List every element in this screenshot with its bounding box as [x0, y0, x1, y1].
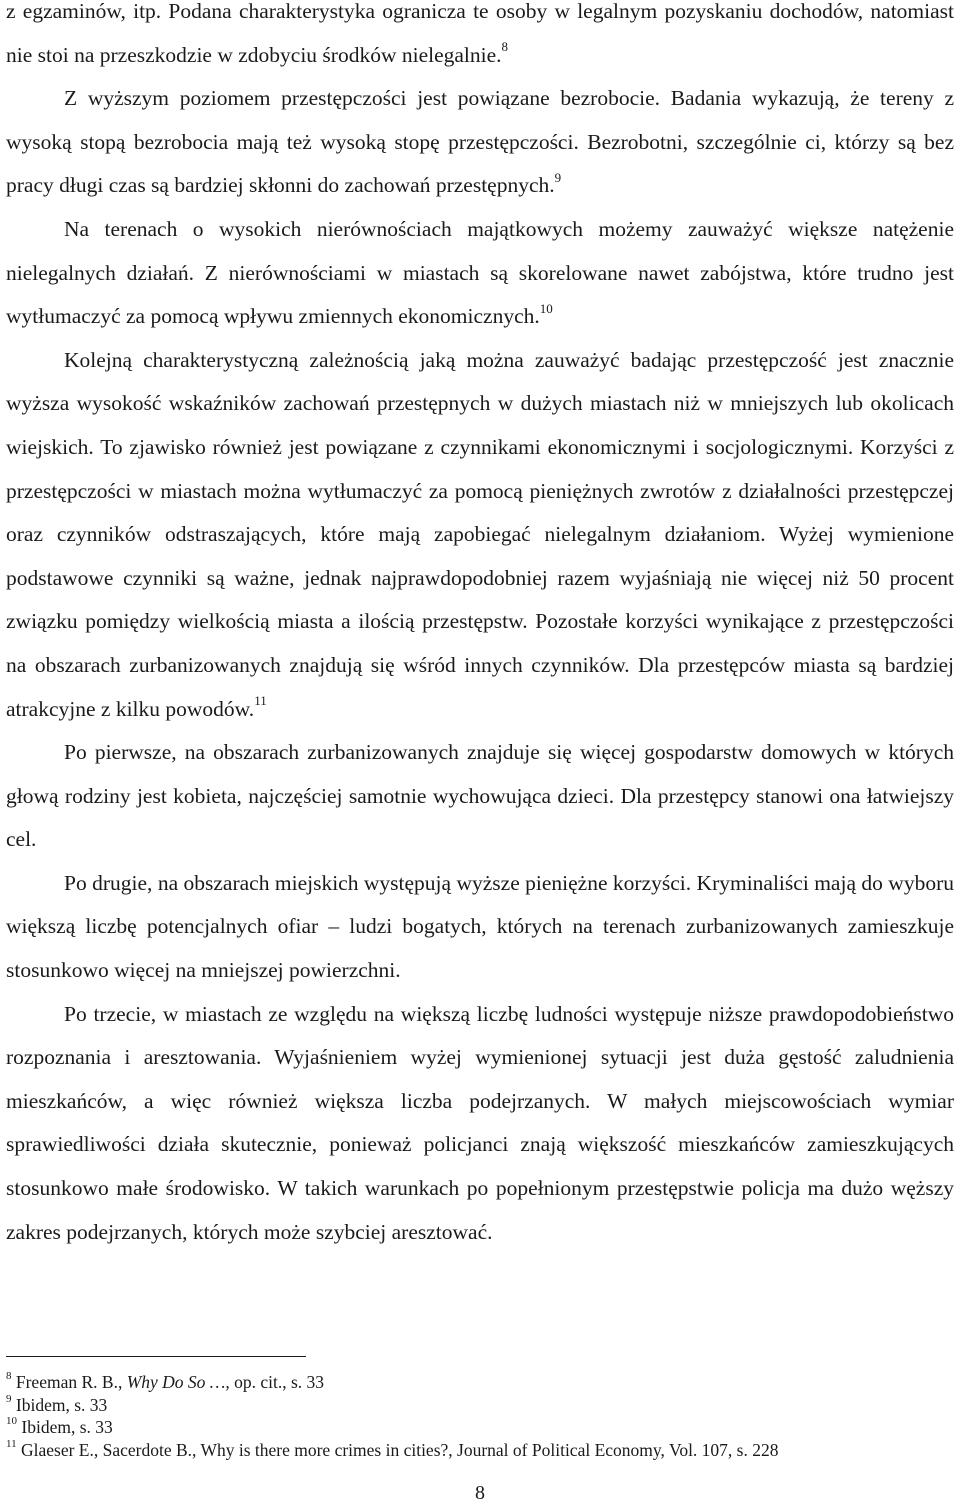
- footnote: [6, 1394, 956, 1417]
- footnote-ref-10: 10: [539, 301, 553, 316]
- paragraph-text: z egzaminów, itp. Podana charakterystyka ogranicza te osoby w legalnym pozyskaniu dochodów, natomiast nie stoi na przeszkodzie w zdobyciu środków nielegalnie.: [6, 0, 954, 67]
- paragraph-text: Na terenach o wysokich nierównościach majątkowych możemy zauważyć większe natężenie nielegalnych działań. Z nierównościami w miastach są skorelowane nawet zabójstwa, które trudno jest wytłumaczyć za pomocą wpływu zmiennych ekonomicznych.: [6, 216, 954, 329]
- footnotes: [6, 1371, 956, 1461]
- footnote-number: 8: [6, 1370, 12, 1383]
- page-number: 8: [475, 1482, 485, 1504]
- footnote-separator: [6, 1356, 306, 1357]
- footnote-text: Ibidem, s. 33: [15, 1394, 108, 1415]
- footnote-text: Ibidem, s. 33: [21, 1417, 113, 1437]
- paragraph-text: Kolejną charakterystyczną zależnością jaką można zauważyć badając przestępczość jest znacznie wyższa wysokość wskaźników zachowań przestępnych w dużych miastach niż w mniejszych lub okolicach wiejskich. To zjawisko również jest powiązane z czynnikami ekonomicznymi i socjologicznymi. Korzyści z przestępczości w miastach można wytłumaczyć za pomocą pieniężnych zwrotów z działalności przestępczej oraz czynników odstraszających, które mają zapobiegać nielegalnym działaniom. Wyżej wymienione podstawowe czynniki są ważne, jednak najprawdopodobniej razem wyjaśniają nie więcej niż 50 procent związku pomiędzy wielkością miasta a ilością przestępstw. Pozostałe korzyści wynikające z przestępczości na obszarach zurbanizowanych znajdują się wśród innych czynników. Dla przestępców miasta są bardziej atrakcyjne z kilku powodów.: [6, 347, 954, 721]
- paragraph: Po pierwsze, na obszarach zurbanizowanych znajduje się więcej gospodarstw domowych w których głową rodziny jest kobieta, najczęściej samotnie wychowująca dzieci. Dla przestępcy stanowi ona łatwiejszy cel.: [6, 740, 954, 852]
- body-text: [6, 0, 954, 1254]
- paragraph: Po trzecie, w miastach ze względu na większą liczbę ludności występuje niższe prawdopodobieństwo rozpoznania i aresztowania. Wyjaśnieniem wyżej wymienionej sytuacji jest duża gęstość zaludnienia mieszkańców, a więc również większa liczba podejrzanych. W małych miejscowościach wymiar sprawiedliwości działa skutecznie, ponieważ policjanci znają większość mieszkańców zamieszkujących stosunkowo małe środowisko. W takich warunkach po popełnionym przestępstwie policja ma dużo węższy zakres podejrzanych, których może szybciej aresztować.: [6, 1001, 954, 1244]
- footnote-number: 10: [6, 1415, 17, 1428]
- paragraph: Po drugie, na obszarach miejskich występują wyższe pieniężne korzyści. Kryminaliści mają do wyboru większą liczbę potencjalnych ofiar – ludzi bogatych, których na terenach zurbanizowanych zamieszkuje stosunkowo więcej na mniejszej powierzchni.: [6, 870, 954, 983]
- footnote-ref-9: 9: [554, 170, 562, 186]
- footnote: [6, 1371, 956, 1394]
- footnote-number: 11: [6, 1437, 17, 1450]
- paragraph-continued: [6, 0, 954, 731]
- footnote-ref-11: 11: [254, 693, 267, 709]
- paragraph-text: Z wyższym poziomem przestępczości jest powiązane bezrobocie. Badania wykazują, że tereny z wysoką stopą bezrobocia mają też wysoką stopę przestępczości. Bezrobotni, szczególnie ci, którzy są bez pracy długi czas są bardziej skłonni do zachowań przestępnych.: [6, 86, 954, 198]
- footnote-number: 9: [6, 1392, 12, 1405]
- footnote: [6, 1416, 956, 1439]
- footnote-ref-8: 8: [501, 39, 509, 55]
- footnote-text: op. cit., s. 33: [229, 1372, 325, 1392]
- footnote: [6, 1439, 956, 1462]
- footnote-text: Freeman R. B.,: [15, 1372, 127, 1392]
- footnote-title: Why Do So …,: [126, 1372, 230, 1392]
- footnote-text: Glaeser E., Sacerdote B., Why is there more crimes in cities?, Journal of Political Economy, Vol. 107, s. 228: [20, 1439, 779, 1460]
